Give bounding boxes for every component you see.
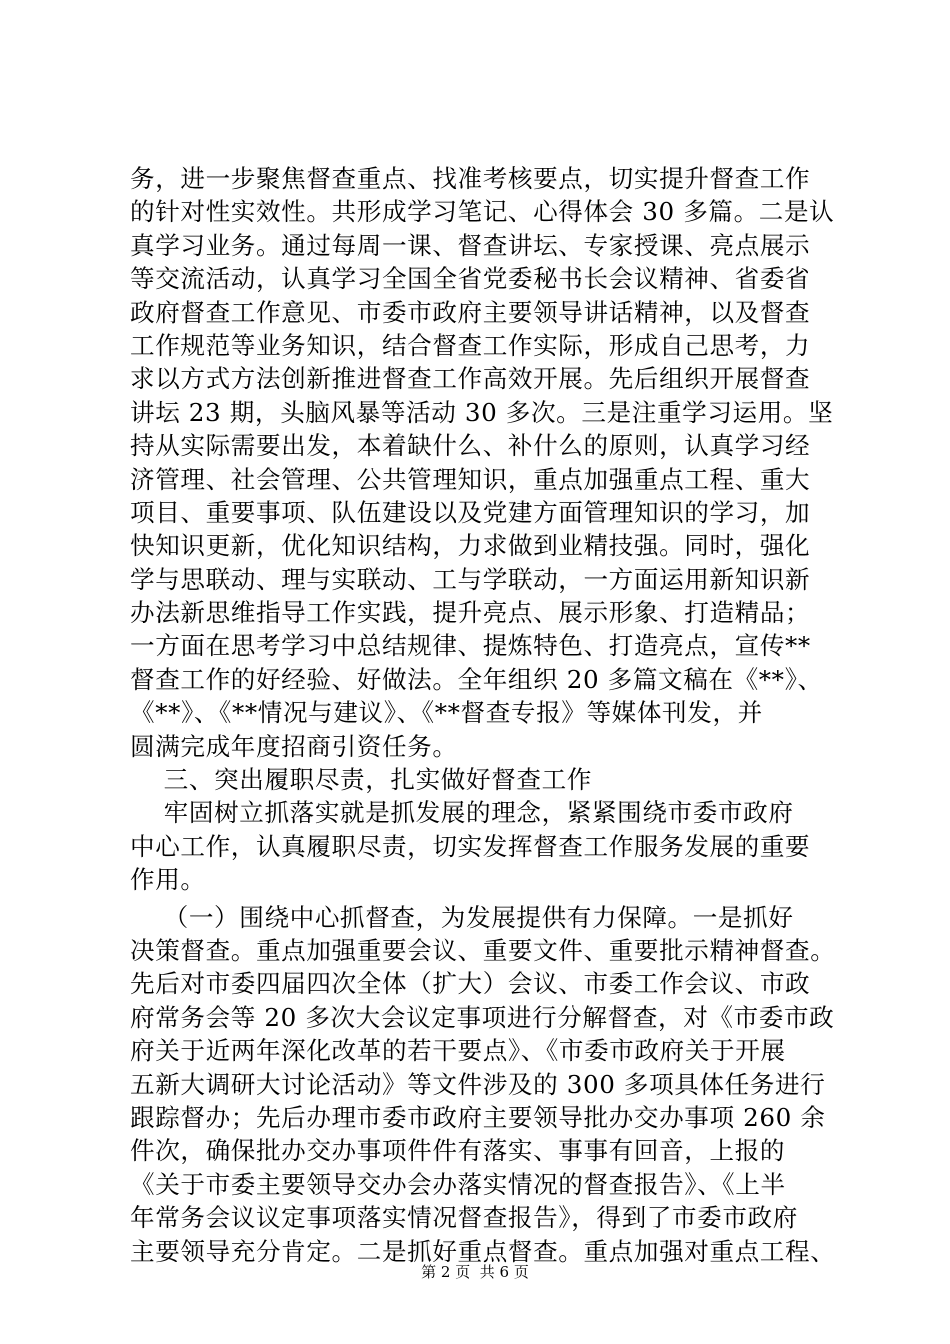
- text-line: 年常务会议议定事项落实情况督查报告》，得到了市委市政府: [130, 1203, 798, 1233]
- text-line: 决策督查。重点加强重要会议、重要文件、重要批示精神督查。: [130, 935, 836, 965]
- text-line: 济管理、社会管理、公共管理知识，重点加强重点工程、重大: [130, 464, 811, 494]
- text-line: 工作规范等业务知识，结合督查工作实际，形成自己思考，力: [130, 330, 811, 360]
- page-number-footer: 第 2 页 共 6 页: [421, 1263, 529, 1281]
- section-heading: 三、突出履职尽责，扎实做好督查工作: [130, 765, 592, 795]
- text-line: 快知识更新，优化知识结构，力求做到业精技强。同时，强化: [130, 531, 811, 561]
- text-line: 求以方式方法创新推进督查工作高效开展。先后组织开展督查: [130, 364, 811, 394]
- text-line: （一）围绕中心抓督查，为发展提供有力保障。一是抓好: [130, 902, 794, 932]
- text-line: 五新大调研大讨论活动》等文件涉及的 300 多项具体任务进行: [130, 1069, 826, 1099]
- text-line: 持从实际需要出发，本着缺什么、补什么的原则，认真学习经: [130, 431, 811, 461]
- text-line: 跟踪督办；先后办理市委市政府主要领导批办交办事项 260 余: [130, 1102, 826, 1132]
- text-line: 《**》、《**情况与建议》、《**督查专报》等媒体刊发，并: [130, 698, 763, 728]
- text-line: 真学习业务。通过每周一课、督查讲坛、专家授课、亮点展示: [130, 230, 811, 260]
- text-line: 等交流活动，认真学习全国全省党委秘书长会议精神、省委省: [130, 264, 811, 294]
- text-line: 府常务会等 20 多次大会议定事项进行分解督查，对《市委市政: [130, 1002, 835, 1032]
- text-line: 中心工作，认真履职尽责，切实发挥督查工作服务发展的重要: [130, 831, 811, 861]
- text-line: 讲坛 23 期，头脑风暴等活动 30 多次。三是注重学习运用。坚: [130, 397, 834, 427]
- text-line: 先后对市委四届四次全体（扩大）会议、市委工作会议、市政: [130, 969, 811, 999]
- body-text: [130, 162, 842, 1268]
- text-line: 主要领导充分肯定。二是抓好重点督查。重点加强对重点工程、: [130, 1236, 836, 1266]
- text-line: 的针对性实效性。共形成学习笔记、心得体会 30 多篇。二是认: [130, 197, 835, 227]
- text-line: 圆满完成年度招商引资任务。: [130, 731, 458, 761]
- text-line: 督查工作的好经验、好做法。全年组织 20 多篇文稿在《**》、: [130, 664, 823, 694]
- text-line: 项目、重要事项、队伍建设以及党建方面管理知识的学习，加: [130, 497, 811, 527]
- text-line: 务，进一步聚焦督查重点、找准考核要点，切实提升督查工作: [130, 164, 811, 193]
- text-line: 办法新思维指导工作实践，提升亮点、展示形象、打造精品；: [130, 598, 811, 628]
- text-line: 府关于近两年深化改革的若干要点》、《市委市政府关于开展: [130, 1036, 786, 1066]
- text-line: 牢固树立抓落实就是抓发展的理念，紧紧围绕市委市政府: [130, 798, 794, 828]
- text-line: 政府督查工作意见、市委市政府主要领导讲话精神，以及督查: [130, 297, 811, 327]
- text-line: 一方面在思考学习中总结规律、提炼特色、打造亮点，宣传**: [130, 631, 811, 661]
- text-line: 件次，确保批办交办事项件件有落实、事事有回音，上报的: [130, 1136, 786, 1166]
- text-line: 作用。: [130, 865, 206, 895]
- text-line: 学与思联动、理与实联动、工与学联动，一方面运用新知识新: [130, 564, 811, 594]
- text-line: 《关于市委主要领导交办会办落实情况的督查报告》、《上半: [130, 1169, 786, 1199]
